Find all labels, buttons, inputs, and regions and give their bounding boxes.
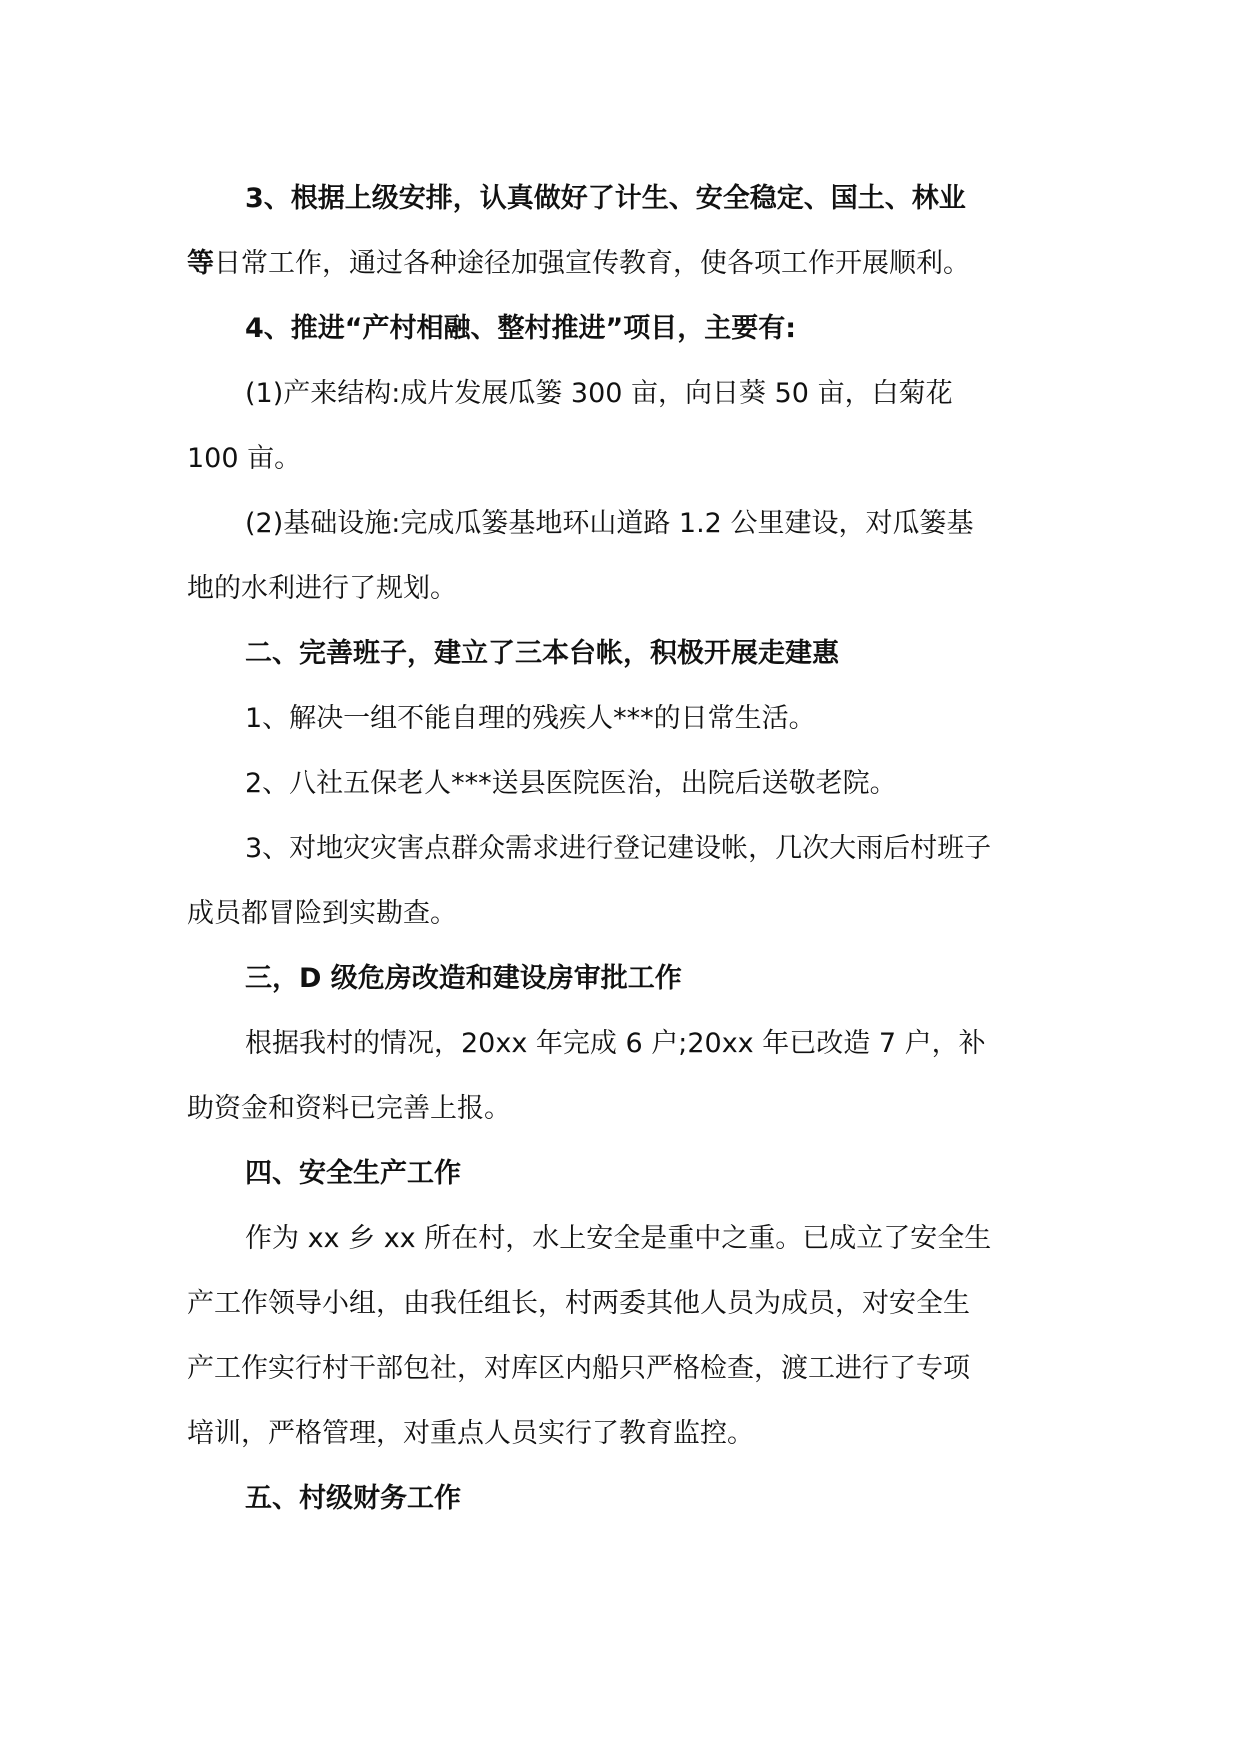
section-5-heading: 五、村级财务工作 bbox=[245, 1483, 461, 1514]
paragraph-line: 产工作领导小组，由我任组长，村两委其他人员为成员，对安全生 bbox=[187, 1288, 970, 1319]
paragraph-line: (1)产来结构:成片发展瓜篓 300 亩，向日葵 50 亩，白菊花 bbox=[245, 378, 953, 409]
paragraph-line: 助资金和资料已完善上报。 bbox=[187, 1093, 511, 1124]
bold-prefix: 等 bbox=[187, 248, 214, 279]
paragraph-line: 根据我村的情况，20xx 年完成 6 户;20xx 年已改造 7 户，补 bbox=[245, 1028, 986, 1059]
section-3-heading: 三，D 级危房改造和建设房审批工作 bbox=[245, 963, 682, 994]
document-body bbox=[187, 166, 1067, 1531]
section-4-heading: 四、安全生产工作 bbox=[245, 1158, 461, 1189]
paragraph-line: (2)基础设施:完成瓜篓基地环山道路 1.2 公里建设，对瓜篓基 bbox=[245, 508, 974, 539]
paragraph-line: 地的水利进行了规划。 bbox=[187, 573, 457, 604]
paragraph-line: 成员都冒险到实勘查。 bbox=[187, 898, 457, 929]
item-4-heading: 4、推进“产村相融、整村推进”项目，主要有: bbox=[245, 313, 797, 344]
paragraph-line: 100 亩。 bbox=[187, 443, 302, 474]
paragraph-line: 2、八社五保老人***送县医院医治，出院后送敬老院。 bbox=[245, 768, 897, 799]
paragraph-line: 3、对地灾灾害点群众需求进行登记建设帐，几次大雨后村班子 bbox=[245, 833, 992, 864]
paragraph-line: 1、解决一组不能自理的残疾人***的日常生活。 bbox=[245, 703, 816, 734]
paragraph-line: 培训，严格管理，对重点人员实行了教育监控。 bbox=[187, 1418, 754, 1449]
section-2-heading: 二、完善班子，建立了三本台帐，积极开展走建惠 bbox=[245, 638, 839, 669]
paragraph-line: 产工作实行村干部包社，对库区内船只严格检查，渡工进行了专项 bbox=[187, 1353, 970, 1384]
paragraph-line: 作为 xx 乡 xx 所在村，水上安全是重中之重。已成立了安全生 bbox=[245, 1223, 992, 1254]
paragraph-line bbox=[187, 231, 1067, 296]
item-3-heading: 3、根据上级安排，认真做好了计生、安全稳定、国土、林业 bbox=[245, 183, 966, 214]
paragraph-text: 日常工作，通过各种途径加强宣传教育，使各项工作开展顺利。 bbox=[214, 248, 970, 279]
